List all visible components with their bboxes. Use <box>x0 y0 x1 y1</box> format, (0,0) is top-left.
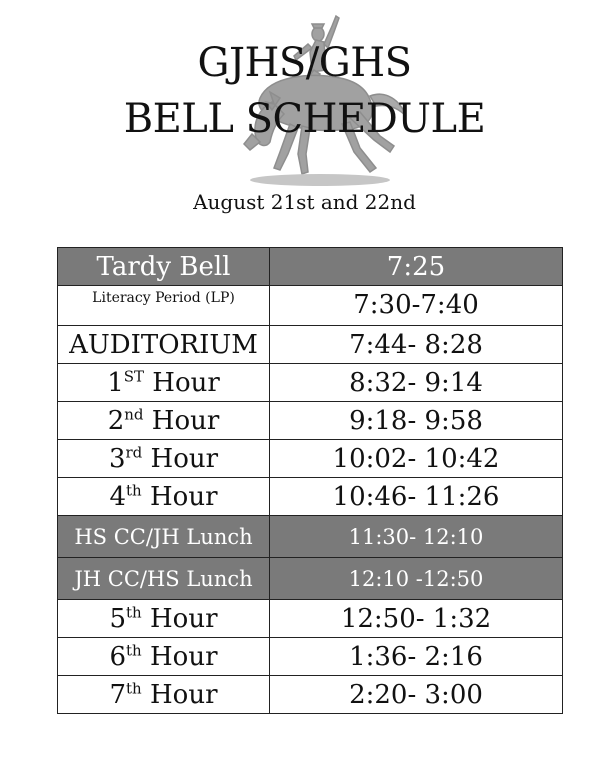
period-time: 11:30- 12:10 <box>270 516 563 558</box>
period-time: 8:32- 9:14 <box>270 364 563 402</box>
hour-number: 3 <box>108 443 126 474</box>
period-time: 7:30-7:40 <box>270 286 563 326</box>
hour-word: Hour <box>150 443 219 474</box>
page-title-line-1: GJHS/GHS <box>197 40 412 86</box>
period-label <box>58 638 270 676</box>
period-label <box>58 478 270 516</box>
period-label: HS CC/JH Lunch <box>58 516 270 558</box>
period-time: 2:20- 3:00 <box>270 676 563 714</box>
schedule-row-literacy <box>58 286 563 326</box>
hour-suffix: nd <box>124 404 144 423</box>
period-time: 12:10 -12:50 <box>270 558 563 600</box>
schedule-row-hour-3 <box>58 440 563 478</box>
schedule-row-auditorium <box>58 326 563 364</box>
period-label <box>58 402 270 440</box>
period-time: 7:25 <box>270 248 563 286</box>
period-label <box>58 676 270 714</box>
period-label <box>58 440 270 478</box>
schedule-row-hour-7 <box>58 676 563 714</box>
period-time: 1:36- 2:16 <box>270 638 563 676</box>
hour-word: Hour <box>151 405 220 436</box>
schedule-row-lunch-1 <box>58 516 563 558</box>
period-time: 10:02- 10:42 <box>270 440 563 478</box>
period-label: JH CC/HS Lunch <box>58 558 270 600</box>
schedule-row-hour-2 <box>58 402 563 440</box>
schedule-row-hour-1 <box>58 364 563 402</box>
period-time: 10:46- 11:26 <box>270 478 563 516</box>
schedule-row-tardy <box>58 248 563 286</box>
hour-suffix: ST <box>123 366 145 385</box>
period-label <box>58 600 270 638</box>
schedule-row-hour-6 <box>58 638 563 676</box>
schedule-row-hour-4 <box>58 478 563 516</box>
hour-word: Hour <box>150 641 218 672</box>
hour-number: 7 <box>109 679 127 710</box>
hour-suffix: th <box>126 480 142 499</box>
hour-suffix: th <box>126 678 142 697</box>
hour-word: Hour <box>150 481 218 512</box>
hour-word: Hour <box>150 679 218 710</box>
hour-number: 5 <box>109 603 127 634</box>
hour-word: Hour <box>152 367 220 398</box>
period-time: 12:50- 1:32 <box>270 600 563 638</box>
date-subtitle: August 21st and 22nd <box>193 190 416 214</box>
hour-number: 2 <box>107 405 125 436</box>
hour-number: 1 <box>107 367 124 398</box>
period-time: 7:44- 8:28 <box>270 326 563 364</box>
period-label: AUDITORIUM <box>58 326 270 364</box>
hour-suffix: th <box>126 602 142 621</box>
period-label <box>58 364 270 402</box>
page-title-line-2: BELL SCHEDULE <box>123 96 486 142</box>
hour-number: 4 <box>109 481 127 512</box>
schedule-row-hour-5 <box>58 600 563 638</box>
hour-number: 6 <box>109 641 127 672</box>
hour-word: Hour <box>150 603 218 634</box>
period-label: Literacy Period (LP) <box>58 286 270 326</box>
hour-suffix: th <box>126 640 142 659</box>
bell-schedule-table <box>57 247 563 714</box>
hour-suffix: rd <box>125 442 143 461</box>
period-time: 9:18- 9:58 <box>270 402 563 440</box>
schedule-row-lunch-2 <box>58 558 563 600</box>
period-label: Tardy Bell <box>58 248 270 286</box>
